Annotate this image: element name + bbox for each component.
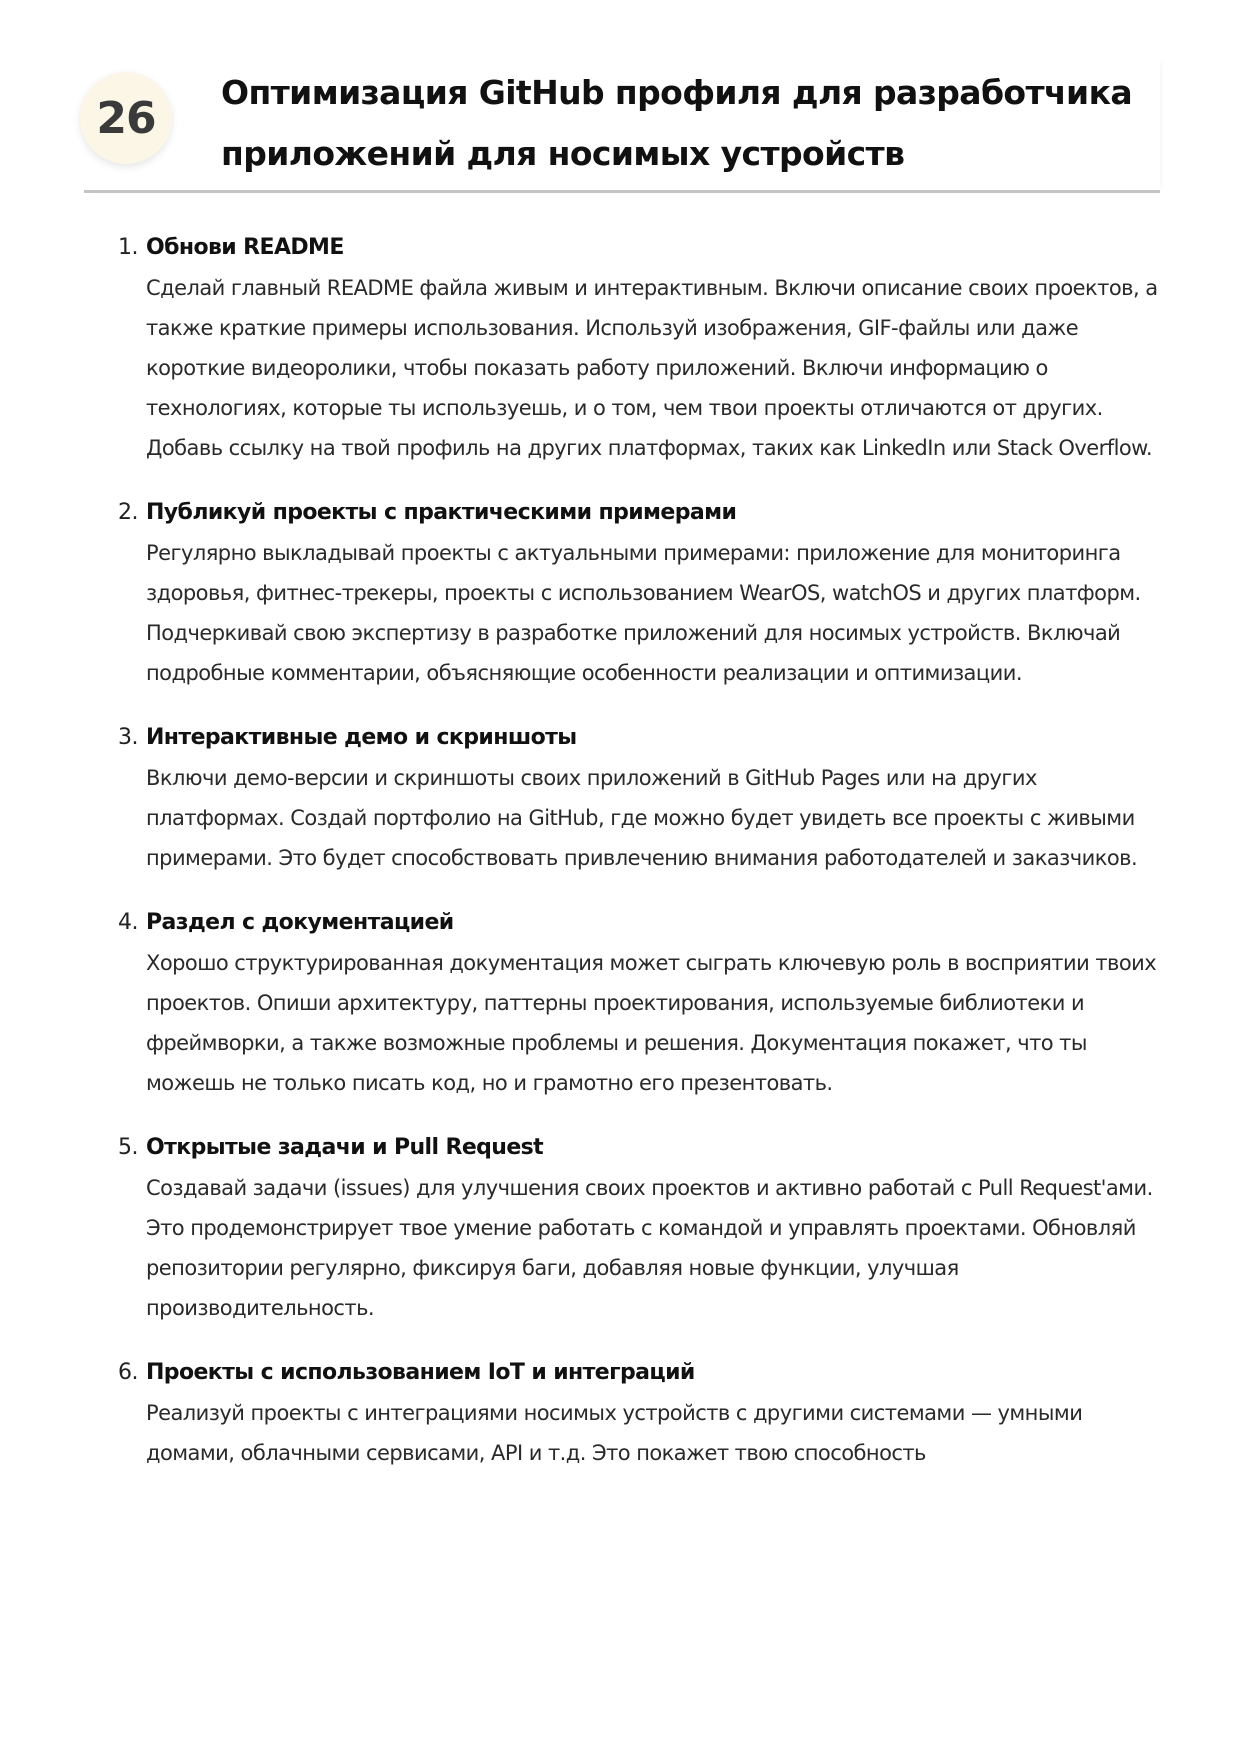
page-header <box>84 58 1160 193</box>
item-title: Публикуй проекты с практическими примерами <box>146 500 737 525</box>
page-title: Оптимизация GitHub профиля для разработчика приложений для носимых устройств <box>221 73 1133 173</box>
tips-list <box>118 228 1158 1498</box>
item-number: 6. <box>118 1360 138 1385</box>
item-title: Открытые задачи и Pull Request <box>146 1135 544 1160</box>
item-title: Раздел с документацией <box>146 910 454 935</box>
item-body: Создавай задачи (issues) для улучшения своих проектов и активно работай с Pull Request'ами. Это продемонстрирует твое умение работать с командой и управлять проектами. Обновляй репозитории регулярно, фиксируя баги, добавляя новые функции, улучшая производительность. <box>146 1176 1153 1320</box>
item-title: Обнови README <box>146 235 344 260</box>
item-body: Регулярно выкладывай проекты с актуальными примерами: приложение для мониторинга здоровья, фитнес-трекеры, проекты с использованием WearOS, watchOS и других платформ. Подчеркивай свою экспертизу в разработке приложений для носимых устройств. Включай подробные комментарии, объясняющие особенности реализации и оптимизации. <box>146 541 1141 685</box>
list-item <box>118 903 1158 1103</box>
item-number: 5. <box>118 1135 138 1160</box>
item-body: Включи демо-версии и скриншоты своих приложений в GitHub Pages или на других платформах. Создай портфолио на GitHub, где можно будет увидеть все проекты с живыми примерами. Это будет способствовать привлечению внимания работодателей и заказчиков. <box>146 766 1138 870</box>
item-number: 3. <box>118 725 138 750</box>
item-body: Сделай главный README файла живым и интерактивным. Включи описание своих проектов, а также краткие примеры использования. Используй изображения, GIF-файлы или даже короткие видеоролики, чтобы показать работу приложений. Включи информацию о технологиях, которые ты используешь, и о том, чем твои проекты отличаются от других. Добавь ссылку на твой профиль на других платформах, таких как LinkedIn или Stack Overflow. <box>146 276 1158 460</box>
section-number-badge: 26 <box>80 72 172 164</box>
list-item <box>118 228 1158 468</box>
list-item <box>118 718 1158 878</box>
item-number: 2. <box>118 500 138 525</box>
item-title: Проекты с использованием IoT и интеграций <box>146 1360 695 1385</box>
item-body: Реализуй проекты с интеграциями носимых устройств с другими системами — умными домами, облачными сервисами, API и т.д. Это покажет твою способность <box>146 1401 1083 1465</box>
list-item <box>118 1128 1158 1328</box>
item-number: 4. <box>118 910 138 935</box>
item-body: Хорошо структурированная документация может сыграть ключевую роль в восприятии твоих проектов. Опиши архитектуру, паттерны проектирования, используемые библиотеки и фреймворки, а также возможные проблемы и решения. Документация покажет, что ты можешь не только писать код, но и грамотно его презентовать. <box>146 951 1157 1095</box>
list-item <box>118 493 1158 693</box>
list-item <box>118 1353 1158 1473</box>
item-number: 1. <box>118 235 138 260</box>
item-title: Интерактивные демо и скриншоты <box>146 725 577 750</box>
